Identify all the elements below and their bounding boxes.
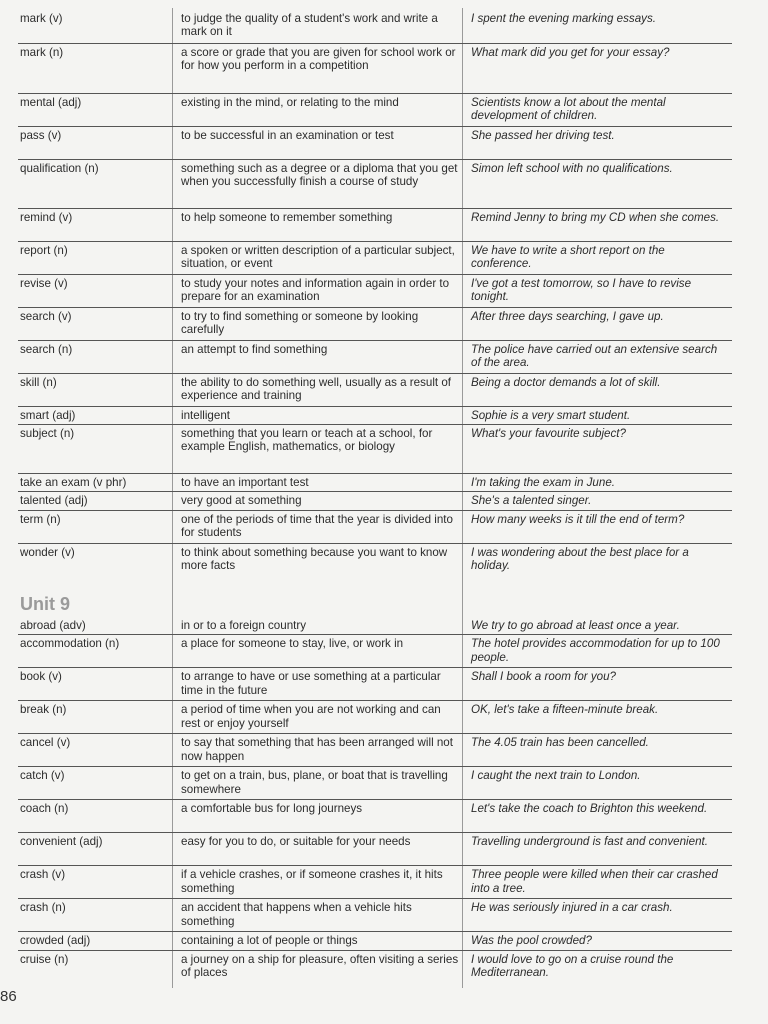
table-row [18,424,732,473]
entry-example: How many weeks is it till the end of term? [463,510,732,543]
entry-example: Three people were killed when their car crashed into a tree. [463,866,732,899]
entry-definition: to be successful in an examination or test [173,126,463,159]
table-row [18,93,732,126]
table-row [18,159,732,208]
entry-definition: a journey on a ship for pleasure, often visiting a series of places [181,952,459,980]
entry-example: Simon left school with no qualifications. [463,159,732,208]
entry-definition: one of the periods of time that the year is divided into for students [173,510,463,543]
table-row [18,701,732,734]
table-row [18,473,732,491]
entry-example: We try to go abroad at least once a year. [463,617,732,635]
entry-definition: to think about something because you want to know more facts [181,545,448,573]
entry-definition: a comfortable bus for long journeys [173,800,463,833]
entry-definition: in or to a foreign country [173,617,463,635]
table-row [18,800,732,833]
entry-word: subject (n) [18,424,173,473]
table-row [18,274,732,307]
entry-example: Let's take the coach to Brighton this weekend. [463,800,732,833]
entry-example: She passed her driving test. [463,126,732,159]
entry-word: skill (n) [18,373,173,406]
table-row [18,492,732,510]
entry-example: Remind Jenny to bring my CD when she comes. [463,208,732,241]
entry-definition: easy for you to do, or suitable for your needs [173,833,463,866]
entry-word: coach (n) [18,800,173,833]
table-row [18,767,732,800]
entry-word: crash (v) [18,866,173,899]
entry-example: What's your favourite subject? [463,424,732,473]
entry-word: crash (n) [18,899,173,932]
table-row [18,932,732,950]
entry-definition: very good at something [173,492,463,510]
entry-word: mental (adj) [18,93,173,126]
glossary-table-unit-8 [18,10,732,576]
entry-word: book (v) [18,668,173,701]
entry-word: abroad (adv) [18,617,173,635]
entry-word: cruise (n) [20,952,69,966]
entry-definition: to have an important test [173,473,463,491]
table-row [18,241,732,274]
entry-definition: something that you learn or teach at a school, for example English, mathematics, or biology [173,424,463,473]
entry-definition: an accident that happens when a vehicle hits something [173,899,463,932]
entry-word: qualification (n) [18,159,173,208]
entry-example: I was wondering about the best place for a holiday. [471,545,689,573]
table-row [18,668,732,701]
table-row [18,899,732,932]
entry-example: Shall I book a room for you? [463,668,732,701]
table-row [18,950,732,983]
table-row [18,126,732,159]
entry-example: OK, let's take a fifteen-minute break. [463,701,732,734]
entry-word: take an exam (v phr) [18,473,173,491]
entry-example: Travelling underground is fast and convenient. [463,833,732,866]
glossary-table-unit-9 [18,617,732,983]
entry-example: I've got a test tomorrow, so I have to revise tonight. [463,274,732,307]
entry-word: crowded (adj) [18,932,173,950]
entry-definition: an attempt to find something [173,340,463,373]
table-row [18,208,732,241]
entry-example: I'm taking the exam in June. [463,473,732,491]
entry-definition: to try to find something or someone by looking carefully [173,307,463,340]
entry-definition: existing in the mind, or relating to the mind [173,93,463,126]
entry-example: Scientists know a lot about the mental development of children. [463,93,732,126]
entry-definition: if a vehicle crashes, or if someone crashes it, it hits something [173,866,463,899]
entry-example: Being a doctor demands a lot of skill. [463,373,732,406]
entry-word: mark (n) [18,43,173,93]
entry-word: smart (adj) [18,406,173,424]
entry-definition: to help someone to remember something [173,208,463,241]
entry-definition: to study your notes and information again in order to prepare for an examination [173,274,463,307]
entry-definition: something such as a degree or a diploma that you get when you successfully finish a course of study [173,159,463,208]
entry-example: What mark did you get for your essay? [463,43,732,93]
entry-word: report (n) [18,241,173,274]
table-row [18,617,732,635]
entry-example: He was seriously injured in a car crash. [463,899,732,932]
table-row [18,10,732,43]
entry-example: Was the pool crowded? [463,932,732,950]
entry-example: I caught the next train to London. [463,767,732,800]
entry-word: catch (v) [18,767,173,800]
entry-definition: a spoken or written description of a particular subject, situation, or event [173,241,463,274]
table-row [18,833,732,866]
entry-definition: to judge the quality of a student's work and write a mark on it [173,10,463,43]
entry-definition: a score or grade that you are given for school work or for how you perform in a competition [173,43,463,93]
entry-definition: the ability to do something well, usually as a result of experience and training [173,373,463,406]
entry-word: term (n) [18,510,173,543]
entry-word: remind (v) [18,208,173,241]
table-row [18,307,732,340]
entry-definition: a period of time when you are not working and can rest or enjoy yourself [173,701,463,734]
table-row [18,734,732,767]
entry-word: mark (v) [18,10,173,43]
entry-example: The police have carried out an extensive search of the area. [463,340,732,373]
table-row [18,340,732,373]
entry-word: break (n) [18,701,173,734]
entry-word: cancel (v) [18,734,173,767]
table-row [18,543,732,576]
entry-word: revise (v) [18,274,173,307]
table-row [18,373,732,406]
entry-definition: to say that something that has been arranged will not now happen [173,734,463,767]
entry-word: search (v) [18,307,173,340]
entry-example: Sophie is a very smart student. [463,406,732,424]
entry-example: The hotel provides accommodation for up to 100 people. [463,635,732,668]
entry-example: The 4.05 train has been cancelled. [463,734,732,767]
entry-word: pass (v) [18,126,173,159]
entry-example: She's a talented singer. [463,492,732,510]
entry-word: convenient (adj) [18,833,173,866]
entry-example: After three days searching, I gave up. [463,307,732,340]
entry-word: wonder (v) [20,545,75,559]
page-number: 86 [0,988,17,1005]
entry-example: I would love to go on a cruise round the Mediterranean. [471,952,674,980]
entry-definition: intelligent [173,406,463,424]
entry-definition: containing a lot of people or things [173,932,463,950]
unit-heading: Unit 9 [20,594,71,614]
table-row [18,43,732,93]
entry-example: We have to write a short report on the conference. [463,241,732,274]
entry-word: accommodation (n) [18,635,173,668]
entry-definition: to arrange to have or use something at a particular time in the future [173,668,463,701]
entry-word: search (n) [18,340,173,373]
entry-definition: to get on a train, bus, plane, or boat that is travelling somewhere [173,767,463,800]
table-row [18,866,732,899]
entry-definition: a place for someone to stay, live, or work in [173,635,463,668]
table-row [18,406,732,424]
entry-example: I spent the evening marking essays. [463,10,732,43]
table-row [18,635,732,668]
table-row [18,510,732,543]
entry-word: talented (adj) [18,492,173,510]
